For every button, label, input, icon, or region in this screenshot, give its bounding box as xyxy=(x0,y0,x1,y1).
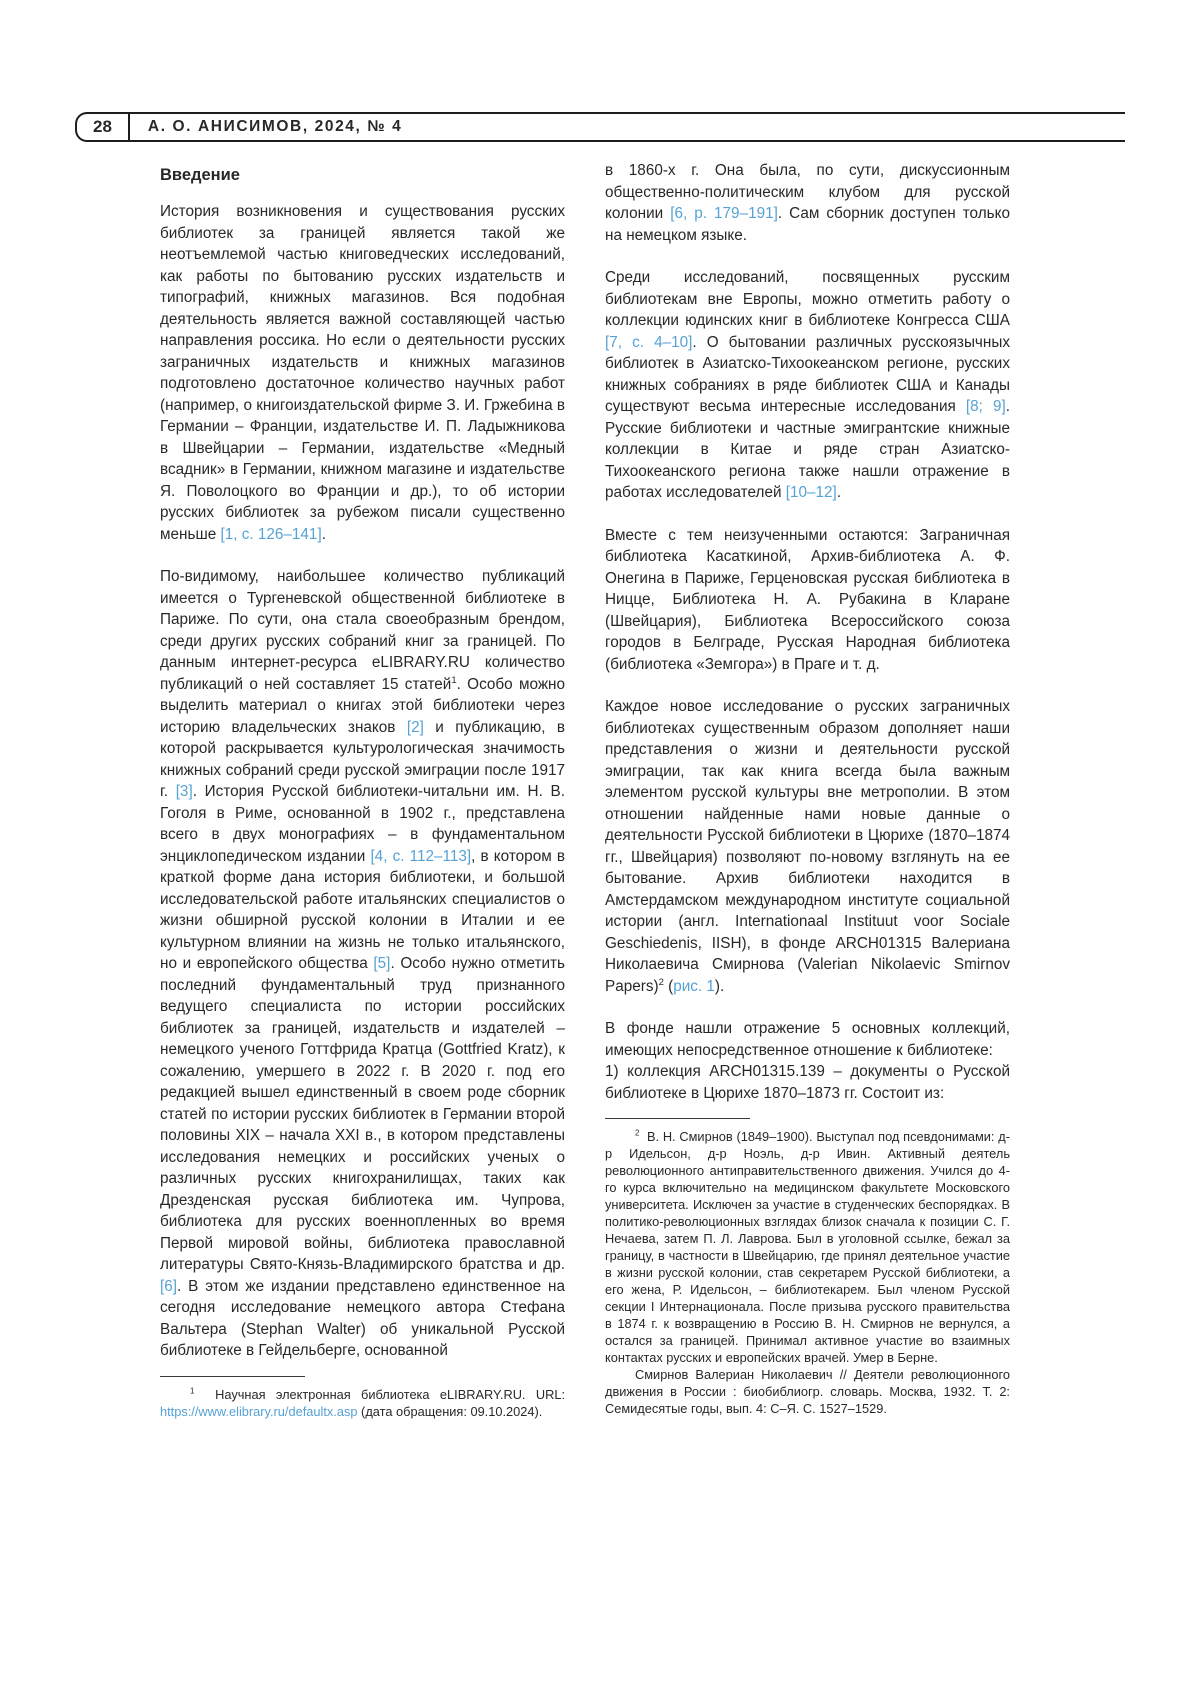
text-run: Каждое новое исследование о русских заграничных библиотеках существенным образом дополняет наши представления о жизни и деятельности русской эмиграции, так как книга всегда была важным элементом русской культуры вне метрополии. В этом отношении найденные нами новые данные о деятельности Русской библиотеки в Цюрихе (1870–1874 гг., Швейцария) позволяют по-новому взглянуть на ее бытование. Архив библиотеки находится в Амстердамском международном институте социальной истории (англ. Internationaal Instituut voor Sociale Geschiedenis, IISH), в фонде ARCH01315 Валериана Николаевича Смирнова (Valerian Nikolaevic Smirnov Papers) xyxy=(605,698,1010,995)
text-run: В. Н. Смирнов (1849–1900). Выступал под псевдонимами: д-р Идельсон, д-р Ноэль, д-р Ивин. Активный деятель революционного антиправительственного движения. Учился до 4-го курса включительно на медицинском факультете Московского университета. Исключен за участие в студенческих беспорядках. В политико-революционных взглядах близок сначала к позиции С. Г. Нечаева, затем П. Л. Лаврова. Был в уголовной ссылке, бежал за границу, в частности в Швейцарию, где принял деятельное участие в жизни русской колонии, став секретарем Русской библиотеки, а его жена, Р. Идельсон, – библиотекарем. Был членом Русской секции I Интернационала. После призыва русского правительства в 1874 г. к возвращению в Россию В. Н. Смирнов не вернулся, а остался за границей. Принимал активное участие во взаимных контактах русских и европейских врачей. Умер в Берне. xyxy=(605,1129,1010,1365)
text-run: Смирнов Валериан Николаевич // Деятели революционного движения в России : биобиблиогр. словарь. Москва, 1932. Т. 2: Семидесятые годы, вып. 4: С–Я. С. 1527–1529. xyxy=(605,1367,1010,1416)
left-column-paragraphs xyxy=(160,201,565,1362)
text-run: . Сам сборник доступен только на немецком языке. xyxy=(605,205,1010,244)
footnote-paragraph xyxy=(160,1386,565,1420)
footnote-separator xyxy=(605,1118,750,1119)
citation-link[interactable]: [5] xyxy=(373,955,391,972)
footnote-marker: 1 xyxy=(190,1386,195,1396)
text-run: По-видимому, наибольшее количество публикаций имеется о Тургеневской общественной библиотеке в Париже. По сути, она стала своеобразным брендом, среди других русских собраний книг за границей. По данным интернет-ресурса eLIBRARY.RU количество публикаций о ней составляет 15 статей xyxy=(160,568,565,693)
paragraph xyxy=(160,566,565,1362)
text-run: . xyxy=(836,484,842,501)
running-title: А. О. АНИСИМОВ, 2024, № 4 xyxy=(147,118,403,135)
footnote-separator xyxy=(160,1376,305,1377)
text-run: (дата обращения: 09.10.2024). xyxy=(357,1403,543,1419)
two-column-body xyxy=(160,160,1010,1420)
text-run: В фонде нашли отражение 5 основных коллекций, имеющих непосредственное отношение к библиотеке: xyxy=(605,1020,1010,1059)
text-run: . xyxy=(321,525,326,543)
left-column xyxy=(160,160,565,1420)
paragraph xyxy=(605,696,1010,997)
footnote-marker: 1 xyxy=(451,674,457,686)
citation-link[interactable]: [6, p. 179–191] xyxy=(670,205,778,222)
paragraph xyxy=(160,201,565,545)
text-run: . В этом же издании представлено единственное на сегодня исследование немецкого автора Стефана Вальтера (Stephan Walter) об уникальной Русской библиотеке в Гейдельберге, основанной xyxy=(160,1277,565,1359)
page-number: 28 xyxy=(93,117,112,136)
text-run: ( xyxy=(663,977,674,995)
citation-link[interactable]: [4, с. 112–113] xyxy=(370,847,472,865)
text-run: Среди исследований, посвященных русским библиотекам вне Европы, можно отметить работу о коллекции юдинских книг в библиотеке Конгресса США xyxy=(605,269,1010,329)
text-run: в 1860-х г. Она была, по сути, дискуссионным общественно-политическим клубом для русской колонии xyxy=(605,162,1010,222)
citation-link[interactable]: [6] xyxy=(160,1277,178,1295)
paragraph xyxy=(605,160,1010,246)
left-footnote-block xyxy=(160,1376,565,1420)
paragraph xyxy=(605,1018,1010,1104)
text-run: История возникновения и существования русских библиотек за границей является такой же неотъемлемой частью книговедческих исследований, как работы по бытованию русских издательств и типографий, книжных магазинов. Вся подобная деятельность является важной составляющей частью направления россика. Но если о деятельности русских заграничных издательств и книжных магазинов подготовлено достаточное количество научных работ (например, о книгоиздательской фирме З. И. Гржебина в Германии – Франции, издательстве И. П. Ладыжникова в Швейцарии – Германии, издательстве «Медный всадник» в Германии, книжном магазине и издательстве Я. Поволоцкого во Франции и др.), то об истории русских библиотек за рубежом писали существенно меньше xyxy=(160,203,565,543)
footnote-marker: 2 xyxy=(658,976,664,988)
footnote-paragraph xyxy=(605,1366,1010,1417)
text-run: Вместе с тем неизученными остаются: Заграничная библиотека Касаткиной, Архив-библиотека А. Ф. Онегина в Париже, Герценовская русская библиотека в Ницце, Библиотека Н. А. Рубакина в Кларане (Швейцария), Библиотека Всероссийского союза городов в Белграде, Русская Народная библиотека (библиотека «Земгора») в Праге и т. д. xyxy=(605,526,1010,673)
citation-link[interactable]: [1, с. 126–141] xyxy=(220,525,322,543)
citation-link[interactable]: [8; 9] xyxy=(965,398,1006,415)
citation-link[interactable]: [10–12] xyxy=(785,484,837,501)
text-run: . О бытовании различных русскоязычных библиотек в Азиатско-Тихоокеанском регионе, русских книжных собраниях в ряде библиотек США и Канады существуют весьма интересные исследования xyxy=(605,333,1010,415)
text-run: Научная электронная библиотека eLIBRARY.RU. URL: xyxy=(194,1386,565,1402)
text-run: . Особо можно выделить материал о книгах этой библиотеки через историю владельческих знаков xyxy=(160,675,566,736)
text-run: . История Русской библиотеки-читальни им. Н. В. Гоголя в Риме, основанной в 1902 г., представлена всего в двух монографиях – в фундаментальном энциклопедическом издании xyxy=(160,783,565,865)
citation-link[interactable]: [7, с. 4–10] xyxy=(605,333,693,351)
footnote-2 xyxy=(605,1128,1010,1417)
text-run: ). xyxy=(714,977,725,995)
section-heading-introduction: Введение xyxy=(160,166,240,184)
footnote-marker: 2 xyxy=(635,1128,640,1138)
right-column-paragraphs xyxy=(605,160,1010,1104)
figure-reference-link[interactable]: рис. 1 xyxy=(673,977,715,995)
right-column xyxy=(605,160,1010,1417)
footnote-1 xyxy=(160,1386,565,1420)
text-run: 1) коллекция ARCH01315.139 – документы о Русской библиотеке в Цюрихе 1870–1873 гг. Состоит из: xyxy=(605,1063,1010,1102)
citation-link[interactable]: [3] xyxy=(175,783,193,800)
text-run: , в котором в краткой форме дана история библиотеки, и большой исследовательской работе итальянских специалистов о жизни обширной русской колонии в Италии и ее культурном влиянии на жизнь не только итальянского, но и европейского общества xyxy=(160,847,565,972)
footnote-url-link[interactable]: https://www.elibrary.ru/defaultx.asp xyxy=(160,1403,358,1419)
running-header xyxy=(75,112,1125,142)
paragraph xyxy=(605,267,1010,504)
text-run: и публикацию, в которой раскрывается культурологическая значимость книжных собраний среди русской эмиграции после 1917 г. xyxy=(160,718,566,800)
footnote-paragraph xyxy=(605,1128,1010,1366)
citation-link[interactable]: [2] xyxy=(406,718,424,736)
text-run: . Русские библиотеки и частные эмигрантские книжные коллекции в Китае и ряде стран Азиатско-Тихоокеанского региона также нашли отражение в работах исследователей xyxy=(605,398,1010,501)
text-run: . Особо нужно отметить последний фундаментальный труд признанного ведущего специалиста по истории российских библиотек за границей, издательств и издателей – немецкого ученого Готтфрида Кратца (Gottfried Kratz), к сожалению, умершего в 2022 г. В 2020 г. под его редакцией вышел единственный в своем роде сборник статей по истории русских библиотек в Германии второй половины XIX – начала XXI в., в котором представлены исследования немецких и российских ученых о различных русских книгохранилищах, таких как Дрезденская русская библиотека им. Чупрова, библиотека для русских военнопленных во время Первой мировой войны, библиотека православной литературы Свято-Князь-Владимирского братства и др. xyxy=(160,955,566,1273)
right-footnote-block xyxy=(605,1118,1010,1417)
paragraph xyxy=(605,525,1010,676)
